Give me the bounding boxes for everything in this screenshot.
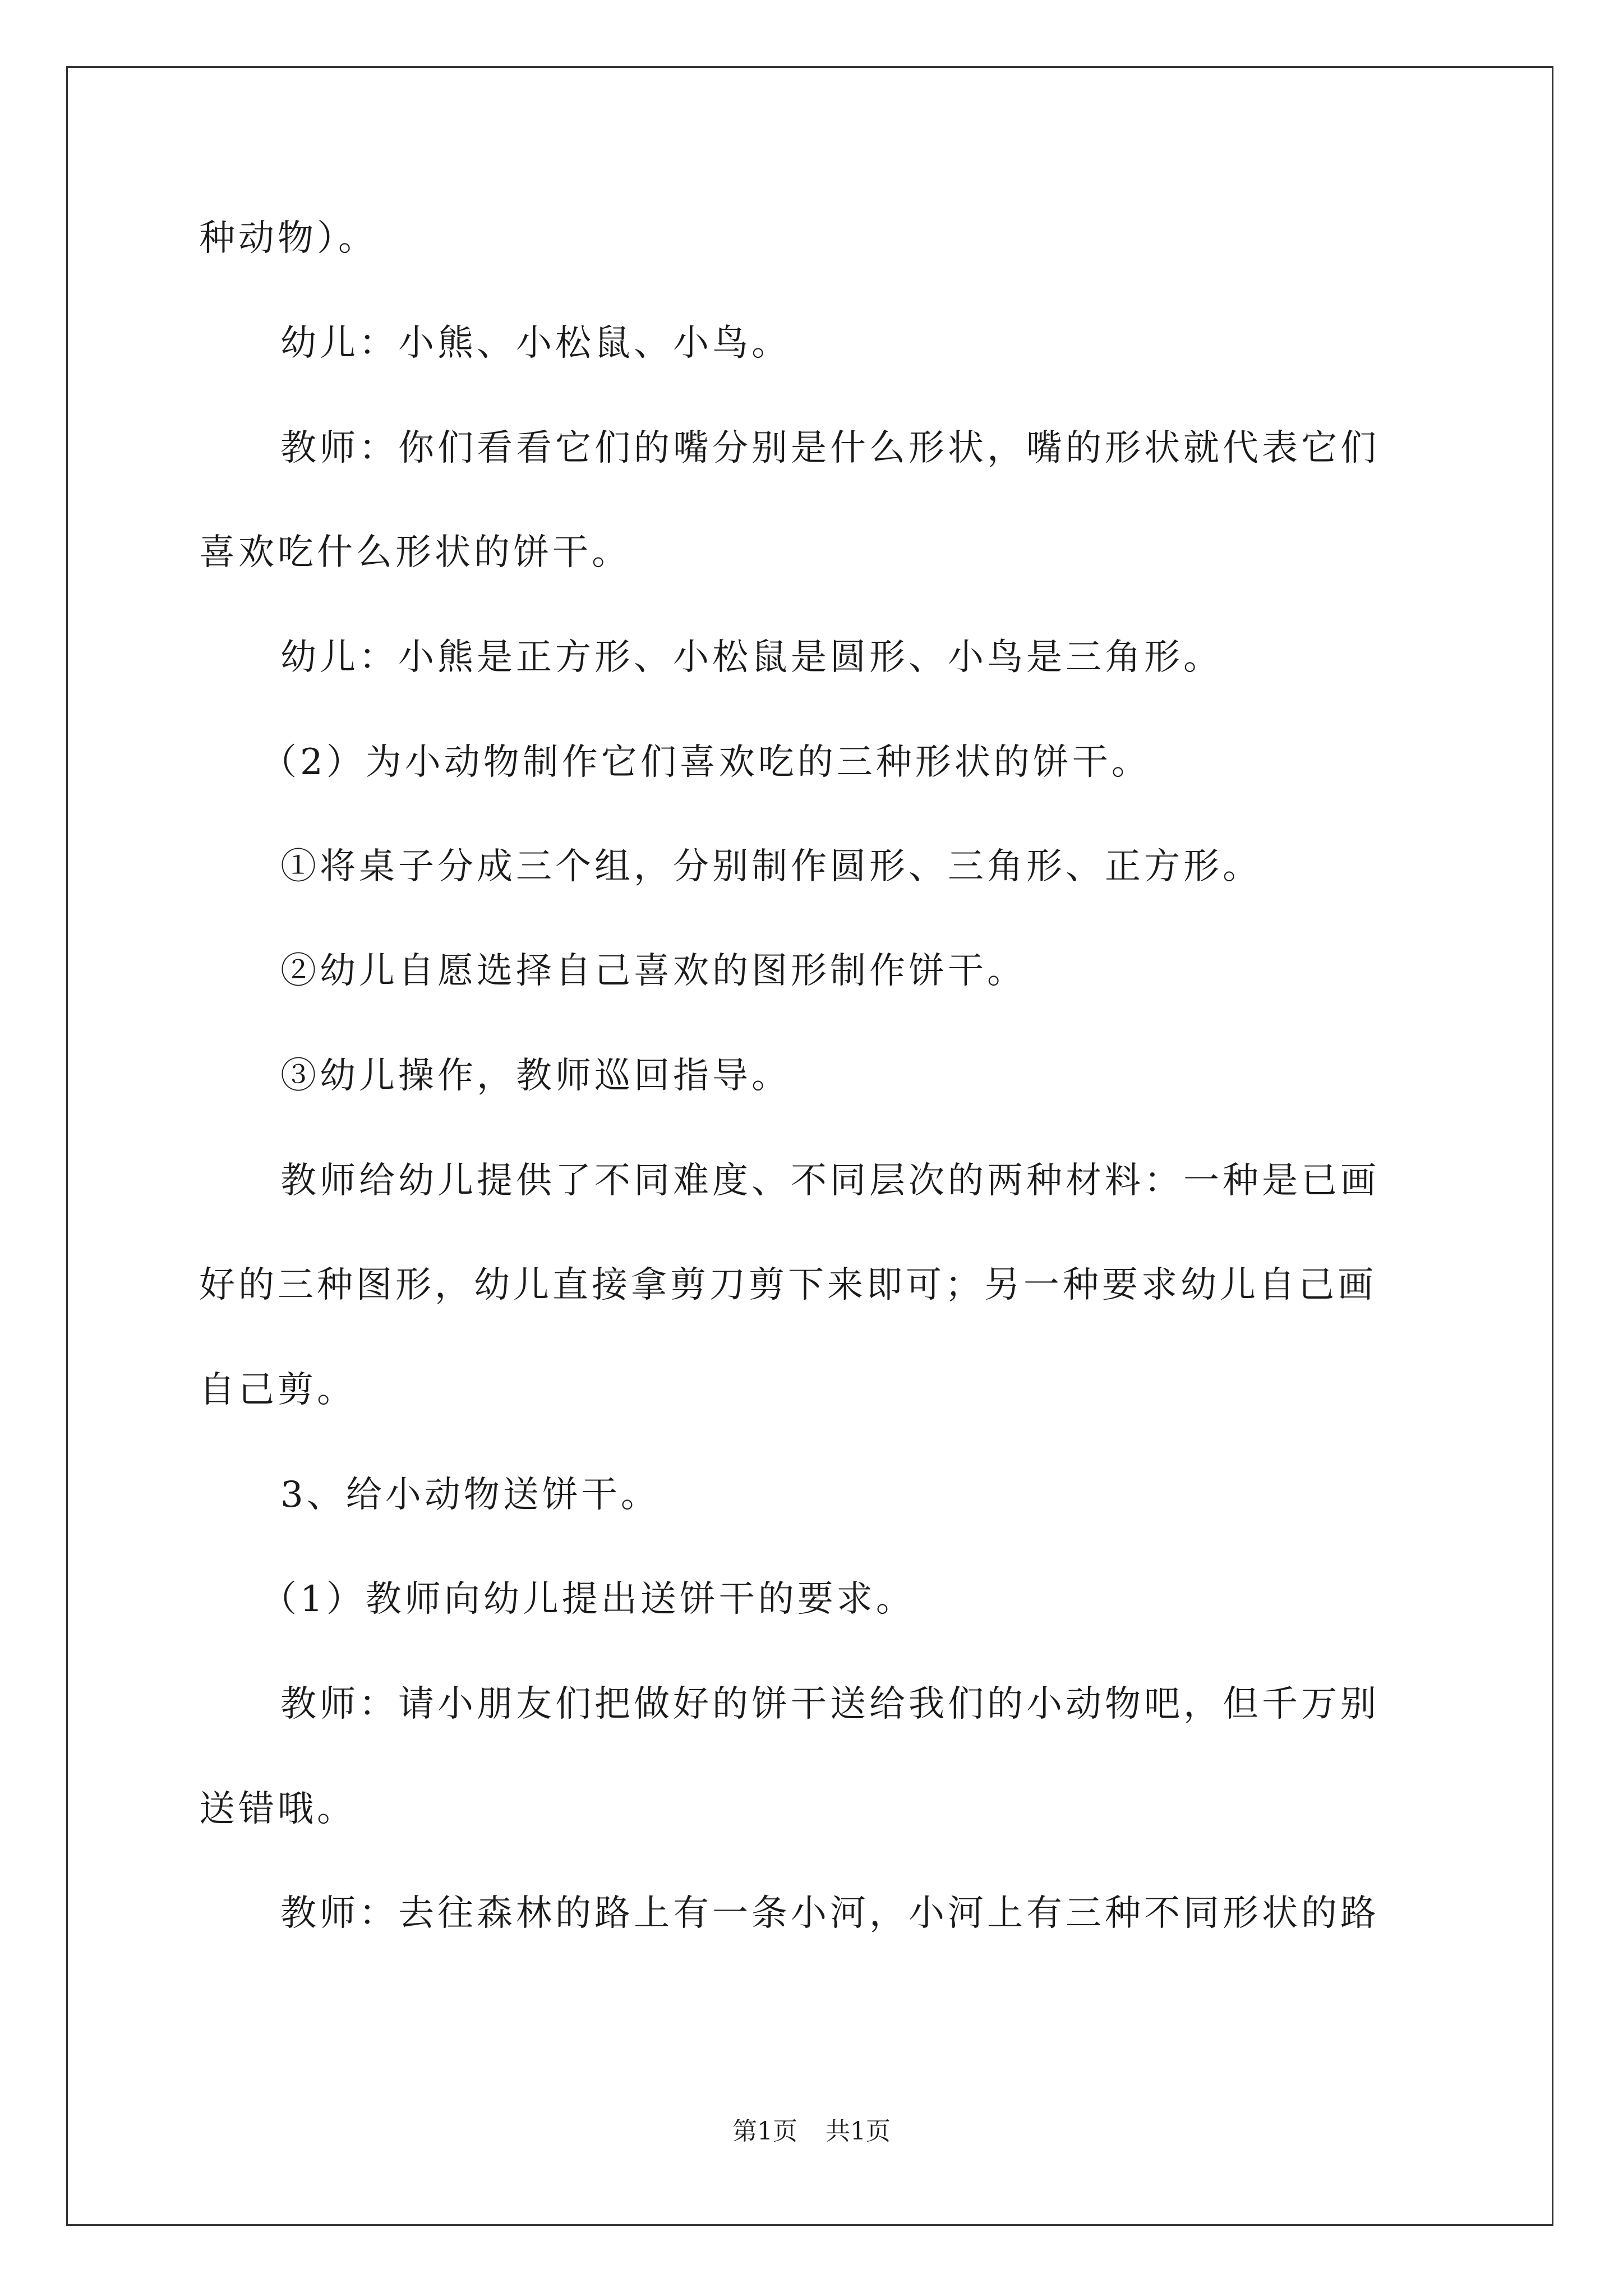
page-total: 共1页	[826, 2117, 891, 2146]
text-line: ②幼儿自愿选择自己喜欢的图形制作饼干。	[280, 950, 1026, 992]
text-line: 教师给幼儿提供了不同难度、不同层次的两种材料：一种是已画	[280, 1160, 1380, 1202]
text-line: 3、给小动物送饼干。	[280, 1474, 660, 1516]
text-line: 送错哦。	[199, 1788, 356, 1830]
text-line: ①将桌子分成三个组，分别制作圆形、三角形、正方形。	[280, 846, 1262, 887]
text-line: （2）为小动物制作它们喜欢吃的三种形状的饼干。	[261, 742, 1151, 783]
text-line: 好的三种图形，幼儿直接拿剪刀剪下来即可；另一种要求幼儿自己画	[199, 1264, 1377, 1306]
text-line: 幼儿：小熊、小松鼠、小鸟。	[280, 323, 791, 364]
page-number: 第1页	[732, 2117, 797, 2146]
text-line: 幼儿：小熊是正方形、小松鼠是圆形、小鸟是三角形。	[280, 637, 1223, 678]
text-line: 教师：你们看看它们的嘴分别是什么形状，嘴的形状就代表它们	[280, 427, 1380, 469]
text-line: ③幼儿操作，教师巡回指导。	[280, 1055, 791, 1097]
text-line: （1）教师向幼儿提出送饼干的要求。	[261, 1579, 915, 1620]
text-line: 种动物）。	[199, 218, 377, 259]
page-footer	[0, 2115, 1623, 2148]
text-line: 喜欢吃什么形状的饼干。	[199, 532, 631, 573]
text-line: 教师：请小朋友们把做好的饼干送给我们的小动物吧，但千万别	[280, 1683, 1380, 1725]
text-line: 自己剪。	[199, 1369, 356, 1411]
text-line: 教师：去往森林的路上有一条小河，小河上有三种不同形状的路	[280, 1893, 1380, 1934]
